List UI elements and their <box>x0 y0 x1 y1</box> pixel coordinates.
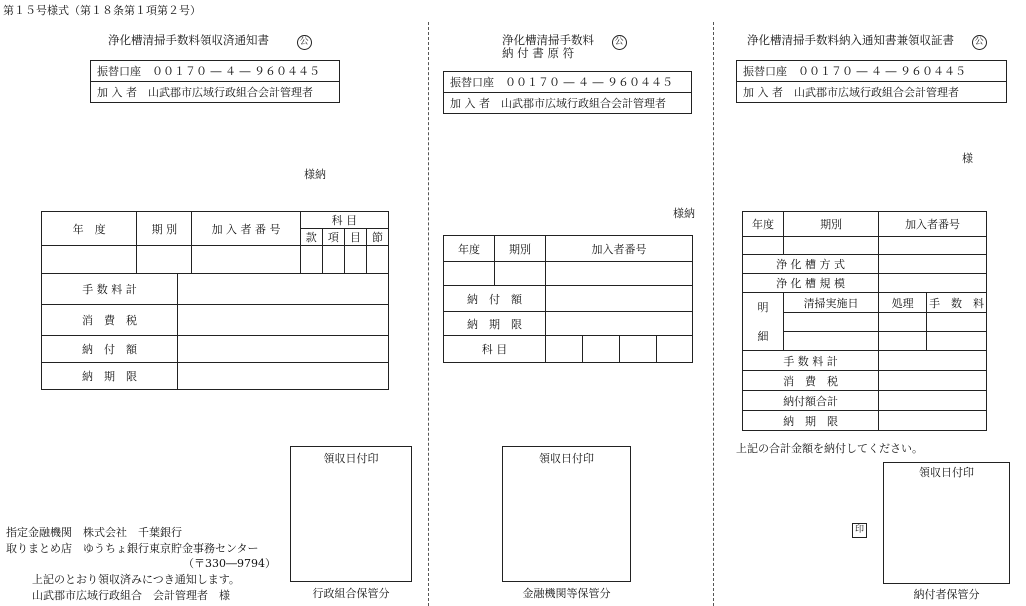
tear-line-1 <box>428 22 429 606</box>
row-tax: 消 費 税 <box>743 371 879 391</box>
header-period: 期別 <box>495 236 546 262</box>
account-line <box>91 61 340 82</box>
cell-year <box>42 246 137 274</box>
row-due-value <box>178 363 389 390</box>
detail-cell <box>927 313 987 332</box>
section2-sama: 様納 <box>673 207 695 220</box>
row-tax-value <box>178 305 389 336</box>
holder-label: 加 入 者 <box>97 86 137 99</box>
official-stamp-icon: 公 <box>297 35 312 50</box>
section3-title-text: 浄化槽清掃手数料納入通知書兼領収証書 <box>747 33 954 47</box>
cell-year <box>444 262 495 286</box>
section1-receipt-label: 領収日付印 <box>323 452 379 465</box>
row-payment: 納 付 額 <box>42 336 178 363</box>
detail-cell <box>927 332 987 351</box>
collector-label: 取りまとめ店 ゆうちょ銀行東京貯金事務センター <box>6 542 259 555</box>
row-payment-value <box>546 286 693 312</box>
row-tax-value <box>879 371 987 391</box>
row-fee-total: 手 数 料 計 <box>42 274 178 305</box>
account-number: ００１７０ ― ４ ― ９６０４４５ <box>152 65 320 78</box>
official-stamp-icon: 公 <box>972 35 987 50</box>
detail-cell <box>784 313 879 332</box>
section1-notice: 上記のとおり領収済みにつき通知します。 <box>32 573 240 586</box>
header-process: 処理 <box>879 293 927 313</box>
detail-label-1: 明 <box>757 301 769 314</box>
postal-code: （〒330―9794） <box>183 557 276 570</box>
holder-name: 山武郡市広域行政組合会計管理者 <box>501 97 666 110</box>
detail-label-2: 細 <box>757 330 769 343</box>
row-payment-total: 納付額合計 <box>743 391 879 411</box>
account-number: ００１７０ ― ４ ― ９６０４４５ <box>505 76 673 89</box>
section1-keeper: 行政組合保管分 <box>312 587 390 600</box>
section2-receipt-stamp-box <box>502 446 631 582</box>
holder-label: 加 入 者 <box>450 97 490 110</box>
section3-sama: 様 <box>962 152 973 165</box>
account-line <box>737 61 1007 82</box>
cell-period <box>137 246 192 274</box>
row-tank-method-value <box>879 255 987 274</box>
cell-kan <box>300 246 322 274</box>
holder-label: 加 入 者 <box>743 86 783 99</box>
section2-receipt-label: 領収日付印 <box>539 452 594 465</box>
row-payment: 納 付 額 <box>444 286 546 312</box>
section2-title-text: 浄化槽清掃手数料 <box>502 33 594 47</box>
header-member-no: 加入者番号 <box>879 212 987 237</box>
cell-year <box>743 237 784 255</box>
header-kan: 款 <box>300 229 322 246</box>
header-setsu: 節 <box>366 229 388 246</box>
cell-member-no <box>546 262 693 286</box>
row-tank-scale-value <box>879 274 987 293</box>
section3-title <box>747 32 987 50</box>
header-year: 年度 <box>444 236 495 262</box>
subject-cell <box>620 336 657 363</box>
subject-cell <box>657 336 693 363</box>
section3-receipt-stamp-box <box>883 462 1010 584</box>
section2-keeper: 金融機関等保管分 <box>522 587 611 600</box>
detail-cell <box>879 313 927 332</box>
row-tank-scale: 浄 化 槽 規 模 <box>743 274 879 293</box>
section1-sama: 様納 <box>304 168 326 181</box>
holder-name: 山武郡市広域行政組合会計管理者 <box>794 86 959 99</box>
header-member-no: 加 入 者 番 号 <box>192 212 300 246</box>
section3-keeper: 納付者保管分 <box>913 588 980 601</box>
header-period: 期 別 <box>137 212 192 246</box>
holder-line <box>91 82 340 103</box>
section1-account-box <box>90 60 340 103</box>
row-fee-total-value <box>879 351 987 371</box>
detail-label <box>743 293 784 351</box>
row-tank-method: 浄 化 槽 方 式 <box>743 255 879 274</box>
subject-cell <box>583 336 620 363</box>
row-payment-value <box>178 336 389 363</box>
account-label: 振替口座 <box>97 65 141 78</box>
cell-period <box>784 237 879 255</box>
header-member-no: 加入者番号 <box>546 236 693 262</box>
detail-cell <box>879 332 927 351</box>
cell-moku <box>344 246 366 274</box>
row-due-value <box>879 411 987 431</box>
row-due-value <box>546 312 693 336</box>
account-line <box>444 72 692 93</box>
account-label: 振替口座 <box>743 65 787 78</box>
header-moku: 目 <box>344 229 366 246</box>
account-label: 振替口座 <box>450 76 494 89</box>
holder-line <box>737 82 1007 103</box>
header-clean-date: 清掃実施日 <box>784 293 879 313</box>
cell-setsu <box>366 246 388 274</box>
section3-account-box <box>736 60 1007 103</box>
tear-line-2 <box>713 22 714 606</box>
section1-recipient: 山武郡市広域行政組合 会計管理者 様 <box>32 589 230 602</box>
row-fee-total: 手 数 料 計 <box>743 351 879 371</box>
section1-title-text: 浄化槽清掃手数料領収済通知書 <box>108 33 269 47</box>
row-tax: 消 費 税 <box>42 305 178 336</box>
header-kou: 項 <box>322 229 344 246</box>
cell-member-no <box>879 237 987 255</box>
section3-fee-table <box>742 211 987 431</box>
holder-name: 山武郡市広域行政組合会計管理者 <box>148 86 313 99</box>
row-fee-total-value <box>178 274 389 305</box>
bank-label: 指定金融機関 株式会社 千葉銀行 <box>6 526 182 539</box>
section1-receipt-stamp-box <box>290 446 412 582</box>
subject-cell <box>546 336 583 363</box>
cell-member-no <box>192 246 300 274</box>
section1-amount-table <box>41 273 389 390</box>
detail-cell <box>784 332 879 351</box>
form-id: 第１５号様式（第１８条第１項第２号） <box>3 4 201 17</box>
header-subject: 科 目 <box>300 212 388 229</box>
holder-line <box>444 93 692 114</box>
official-stamp-icon: 公 <box>612 35 627 50</box>
header-period: 期別 <box>784 212 879 237</box>
row-payment-total-value <box>879 391 987 411</box>
section2-subtitle: 納 付 書 原 符 <box>502 46 575 60</box>
seal-icon: 印 <box>852 523 867 538</box>
section3-note: 上記の合計金額を納付してください。 <box>736 442 923 455</box>
section1-fee-table <box>41 211 389 274</box>
account-number: ００１７０ ― ４ ― ９６０４４５ <box>798 65 966 78</box>
header-year: 年度 <box>743 212 784 237</box>
header-fee: 手 数 料 <box>927 293 987 313</box>
header-year: 年 度 <box>42 212 137 246</box>
row-subject: 科 目 <box>444 336 546 363</box>
row-due: 納 期 限 <box>444 312 546 336</box>
section2-fee-table <box>443 235 693 363</box>
cell-kou <box>322 246 344 274</box>
section2-account-box <box>443 71 692 114</box>
row-due: 納 期 限 <box>42 363 178 390</box>
row-due: 納 期 限 <box>743 411 879 431</box>
section3-receipt-label: 領収日付印 <box>919 466 974 479</box>
cell-period <box>495 262 546 286</box>
section1-title <box>108 32 312 50</box>
